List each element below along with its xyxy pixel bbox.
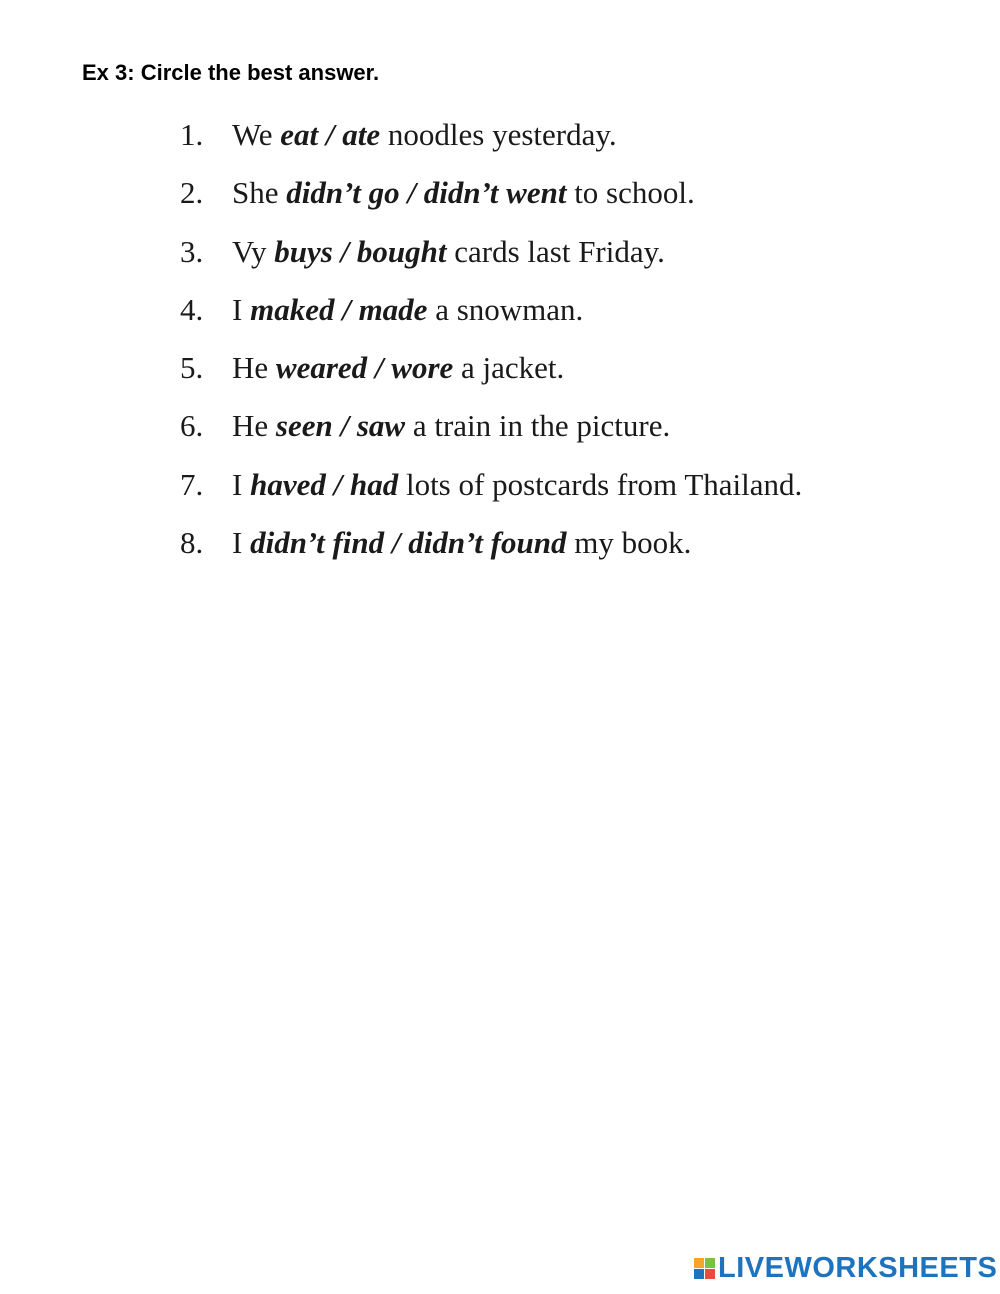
question-text-after: to school. — [566, 175, 695, 211]
exercise-heading: Ex 3: Circle the best answer. — [82, 60, 380, 85]
logo-square — [694, 1269, 704, 1279]
question-item — [180, 462, 802, 520]
question-text-before: We — [232, 117, 281, 152]
question-text-before: She — [232, 175, 287, 211]
answer-options[interactable]: weared / wore — [275, 350, 454, 386]
answer-options[interactable]: didn’t find / didn’t found — [250, 525, 567, 561]
answer-options[interactable]: buys / bought — [274, 233, 447, 269]
question-item — [180, 287, 802, 345]
question-text-after: noodles yesterday. — [380, 117, 617, 152]
question-text-before: I — [232, 466, 251, 502]
question-text-after: a snowman. — [427, 291, 584, 327]
question-text-before: He — [232, 350, 276, 386]
logo-square — [705, 1258, 715, 1268]
answer-options[interactable]: haved / had — [250, 466, 399, 502]
question-number: 5. — [180, 350, 204, 386]
liveworksheets-brand — [694, 1252, 997, 1285]
answer-options[interactable]: seen / saw — [275, 408, 406, 444]
question-text-before: He — [232, 408, 276, 444]
question-number: 7. — [180, 466, 204, 502]
question-number: 4. — [180, 291, 204, 327]
answer-options[interactable]: eat / ate — [280, 117, 381, 152]
question-text-before: Vy — [232, 233, 275, 269]
question-item — [180, 520, 802, 578]
question-item — [180, 345, 802, 403]
logo-square — [705, 1269, 715, 1279]
question-item — [180, 229, 802, 287]
question-text-before: I — [232, 525, 251, 561]
question-number: 2. — [180, 175, 204, 211]
question-text-before: I — [232, 291, 251, 327]
question-number: 6. — [180, 408, 204, 444]
question-number: 3. — [180, 233, 204, 269]
logo-square — [694, 1258, 704, 1268]
question-number: 8. — [180, 525, 204, 561]
question-number: 1. — [180, 117, 204, 152]
question-item — [180, 112, 802, 170]
question-list — [180, 112, 802, 578]
liveworksheets-logo-icon — [694, 1258, 715, 1279]
question-text-after: cards last Friday. — [446, 233, 665, 269]
answer-options[interactable]: maked / made — [250, 291, 428, 327]
question-text-after: a jacket. — [453, 350, 565, 386]
question-text-after: lots of postcards from Thailand. — [398, 466, 803, 502]
question-item — [180, 403, 802, 461]
brand-name: LIVEWORKSHEETS — [718, 1252, 998, 1284]
answer-options[interactable]: didn’t go / didn’t went — [286, 175, 567, 211]
question-text-after: a train in the picture. — [405, 408, 671, 444]
question-text-after: my book. — [566, 525, 692, 561]
question-item — [180, 170, 802, 228]
